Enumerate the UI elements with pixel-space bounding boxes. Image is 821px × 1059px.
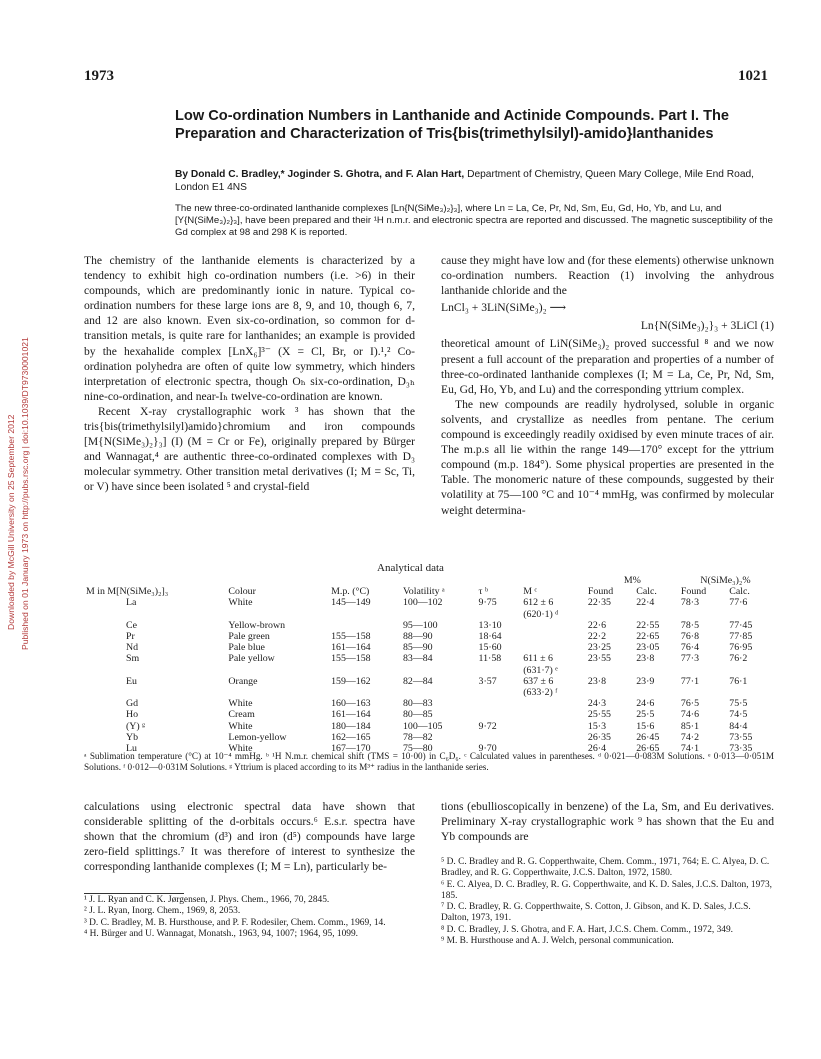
table-cell: Pale yellow [228,653,275,665]
reference-item: ³ D. C. Bradley, M. B. Hursthouse, and P. F. Rodesiler, Chem. Comm., 1969, 14. [84,917,386,928]
table-row [84,687,772,698]
paragraph-esr: calculations using electronic spectral data have shown that considerable splitting of the d-orbitals occurs.⁶ E.s.r. spectra have shown that the chromium (d³) and iron (d⁵) compounds have large zero-field splittings.⁷ It was therefore of interest to synthesize the corresponding lanthanide complexes (I; M = Ln), particularly be- [84,800,415,874]
table-cell [401,609,477,620]
table-cell: Nd [126,642,139,654]
table-cell: 22·4 [636,597,655,609]
table-cell: 75—80 [402,743,433,755]
abstract: The new three-co-ordinated lanthanide complexes [Ln{N(SiMe₃)₂}₃], where Ln = La, Ce, Pr, Nd, Sm, Eu, Gd, Ho, Yb, and Lu, and [Y{N(SiMe₃)₂}₃], have been prepared and their ¹H n.m.r. and electronic spectra are reported and discussed. The magnetic susceptibility of the Gd complex at 98 and 298 K is reported. [175,203,773,238]
table-cell: Orange [228,675,258,687]
journal-year: 1973 [84,68,114,84]
col-header: Colour [228,586,256,598]
reference-item: ⁴ H. Bürger and U. Wannagat, Monatsh., 1963, 94, 1007; 1964, 95, 1099. [84,928,359,939]
table-cell [401,687,477,698]
right-column-top [441,253,774,518]
table-cell: 23·05 [636,642,660,654]
metal-percent-header: M% [623,575,641,586]
table-cell: Sm [126,653,140,665]
table-cell [521,620,586,631]
table-cell: 15·60 [478,642,502,654]
table-row [84,597,772,608]
table-cell: 74·2 [680,731,700,743]
table-row [84,653,772,664]
table-cell: 73·35 [729,743,753,755]
table-cell [329,665,401,676]
table-cell: Yb [126,731,139,743]
table-footnotes: ᵃ Sublimation temperature (°C) at 10⁻⁴ mmHg. ᵇ ¹H N.m.r. chemical shift (TMS = 10·00) in C₆D₆. ᶜ Calculated values in parentheses. ᵈ 0·021—0·083M Solutions. ᵉ 0·013—0·051M Solutions. ᶠ 0·012—0·031M Solutions. ᵍ Yttrium is placed according to its M³⁺ radius in the lanthanide series. [84,751,774,772]
table-cell: 23·25 [587,642,611,654]
table-cell [84,609,226,620]
table-cell: 162—165 [331,731,371,743]
table-cell: 26·35 [587,731,611,743]
table-cell: 155—158 [331,631,371,643]
affiliation: Department of Chemistry, Queen Mary College, Mile End Road, London E1 4NS [175,169,754,193]
col-header: τ ᵇ [478,586,489,598]
table-cell: 78·3 [680,597,700,609]
table-cell [521,631,586,642]
table-cell: 159—162 [331,675,371,687]
table-cell [477,732,522,743]
table-cell: 22·65 [636,631,660,643]
table-cell [521,698,586,709]
table-cell [727,665,772,676]
table-cell: 76·8 [680,631,700,643]
table-cell [329,620,401,631]
table-cell: 161—164 [331,709,371,721]
table-cell: 22·35 [587,597,611,609]
table-cell: 25·55 [587,709,611,721]
table-row [84,609,772,620]
table-cell: 95—100 [402,619,438,631]
table-cell: 26·65 [636,743,660,755]
table-cell [679,665,727,676]
table-cell: 76·5 [680,698,700,710]
table-cell [586,609,634,620]
left-column-top [84,253,415,495]
table-cell: 88—90 [402,631,433,643]
table-cell: 3·57 [478,675,497,687]
table-cell: 77·45 [729,619,753,631]
ligand-percent-header: N(SiMe₃)₂% [700,575,751,586]
table-cell: 167—170 [331,743,371,755]
table-cell: 23·8 [636,653,655,665]
equation-reactants: LnCl₃ + 3LiN(SiMe₃)₂ ⟶ [441,301,567,315]
col-header: Volatility ᵃ [402,586,445,598]
reference-item: ² J. L. Ryan, Inorg. Chem., 1969, 8, 2053. [84,906,241,917]
table-cell [477,698,522,709]
table-cell: 76·95 [729,642,753,654]
table-cell: Pr [126,631,135,643]
table-cell: 84·4 [729,720,748,732]
table-cell: Ce [126,619,137,631]
table-cell [477,665,522,676]
table-cell: 85·1 [680,720,700,732]
table-cell: 9·75 [478,597,497,609]
table-row [84,642,772,653]
table-cell: La [126,597,137,609]
table-row [84,698,772,709]
reference-item: ⁷ D. C. Bradley, R. G. Copperthwaite, S. Cotton, J. Gibson, and K. D. Sales, J.C.S. Dalton, 1973, 191. [441,902,751,924]
equation-1 [441,300,774,333]
table-cell: 180—184 [331,720,371,732]
intro-paragraph: The chemistry of the lanthanide elements is characterized by a tendency to exhibit high co-ordination numbers (i.e. >6) in their compounds, which are predominantly ionic in nature. Typical co-ordination numbers for these large ions are 8, 9, and 10, though 6, 7, and 12 are also known. Even six-co-ordination, so common for d-transition metals, is quite rare for lanthanides; an example is provided by the hexahalide complex [LnX₆]³⁻ (X = Cl, Br, or I).¹,² Co-ordination polyhedra are often of quite low symmetry, which hinders interpretation of electronic spectra, though Oₕ six-co-ordination, D₃ₕ nine-co-ordination, and near-Iₕ twelve-co-ordination are known. [84,254,415,403]
table-cell: 22·2 [587,631,607,643]
table-cell: 18·64 [478,631,502,643]
table-cell: 77·6 [729,597,748,609]
table-cell [329,609,401,620]
table-cell: Ho [126,709,139,721]
table-cell: 76·4 [680,642,700,654]
table-cell: Lu [126,743,137,755]
table-cell [634,609,679,620]
table-cell: 637 ± 6 [523,675,554,687]
analytical-data-table [84,575,772,754]
right-column-bottom [441,799,774,844]
table-cell [521,721,586,732]
paragraph-xray: tions (ebullioscopically in benzene) of the La, Sm, and Eu derivatives. Preliminary X-ray crystallographic work ⁹ has shown that the Eu and Yb compounds are [441,800,774,844]
download-notice: Downloaded by McGill University on 25 September 2012 [6,414,16,630]
col-header: M.p. (°C) [331,586,370,598]
table-cell [521,642,586,653]
table-cell [84,687,226,698]
table-cell: (620·1) ᵈ [523,608,559,620]
table-row [84,620,772,631]
table-row [84,676,772,687]
col-header: Found [680,586,707,598]
table-cell [226,665,329,676]
table-header-row [84,586,772,597]
table-cell: 612 ± 6 [523,597,554,609]
references-right [441,857,774,947]
paragraph-synthesis: theoretical amount of LiN(SiMe₃)₂ proved successful ⁸ and we now present a full account of the preparation and properties of a number of three-co-ordinated lanthanide complexes (I; M = La, Ce, Pr, Nd, Sm, Eu, Gd, Ho, Yb, and Lu) and the corresponding yttrium complex. [441,337,774,396]
table-cell: 160—163 [331,698,371,710]
paragraph-properties: The new compounds are readily hydrolysed, soluble in organic solvents, and crystallize as needles from pentane. The cerium compound is exceedingly readily oxidised by even minute traces of air. The m.p.s all lie within the range 149—170° except for the yttrium compound (m.p. 184°). Some physical properties are presented in the Table. The monomeric nature of these compounds, suggested by their volatility at 75—100 °C and 10⁻⁴ mmHg, was confirmed by molecular weight determina- [441,397,774,517]
table-cell: 80—83 [402,698,433,710]
table-cell [329,687,401,698]
table-cell: 77·3 [680,653,700,665]
footnote-rule-left [84,893,184,894]
paragraph-crystallography: Recent X-ray crystallographic work ³ has shown that the tris{bis(trimethylsilyl)amido}chromium and iron compounds [M{N(SiMe₃)₂}₃] (I) (M = Cr or Fe), originally prepared by Bürger and Wannagat,⁴ are authentic three-co-ordinated complexes with D₃ molecular symmetry. Other transition metal derivatives (I; M = Sc, Ti, or V) have since been isolated ⁵ and crystal-field [84,404,415,494]
table-row [84,732,772,743]
table-cell: White [228,698,253,710]
table-cell: 22·6 [587,619,607,631]
table-cell [586,665,634,676]
page-number: 1021 [738,68,768,84]
equation-products: Ln{N(SiMe₃)₂}₃ + 3LiCl (1) [640,319,774,333]
table-cell: 24·3 [587,698,607,710]
table-cell: 76·1 [729,675,748,687]
table-cell [226,609,329,620]
table-cell: 15·6 [636,720,655,732]
table-cell: (631·7) ᵉ [523,664,558,676]
table-cell: 80—85 [402,709,433,721]
table-cell: 25·5 [636,709,655,721]
table-cell: 145—149 [331,597,371,609]
table-cell: 23·9 [636,675,655,687]
table-cell: 74·6 [680,709,700,721]
table-group-header [84,575,772,586]
left-column-bottom [84,799,415,874]
table-body [84,597,772,754]
download-watermark [0,210,40,660]
table-row [84,631,772,642]
reference-item: ⁸ D. C. Bradley, J. S. Ghotra, and F. A. Hart, J.C.S. Chem. Comm., 1972, 349. [441,924,734,935]
table-cell [727,609,772,620]
reference-item: ⁶ E. C. Alyea, D. C. Bradley, R. G. Copperthwaite, and K. D. Sales, J.C.S. Dalton, 1973, 185. [441,879,773,901]
table-cell [586,687,634,698]
table-cell [634,687,679,698]
table-cell: 161—164 [331,642,371,654]
table-cell [634,665,679,676]
col-header: M in M[N(SiMe₃)₂]₃ [86,586,169,598]
table-cell: 13·10 [478,619,502,631]
table-cell: 82—84 [402,675,433,687]
table-cell: Lemon-yellow [228,731,287,743]
table-cell [477,687,522,698]
table-cell: Pale blue [228,642,265,654]
table-cell: 611 ± 6 [523,653,553,665]
table-cell: 78—82 [402,731,433,743]
reference-item: ¹ J. L. Ryan and C. K. Jørgensen, J. Phys. Chem., 1966, 70, 2845. [84,895,330,905]
table-cell: 78·5 [680,619,700,631]
table-cell: 11·58 [478,653,502,665]
table-cell: 100—105 [402,720,443,732]
table-cell: Pale green [228,631,270,643]
table-row [84,721,772,732]
doi-link[interactable]: Published on 01 January 1973 on http://pubs.rsc.org | doi:10.1039/DT9730001021 [20,337,30,650]
table-cell: 100—102 [402,597,443,609]
author-block [175,169,775,194]
reference-item: ⁵ D. C. Bradley and R. G. Copperthwaite, Chem. Comm., 1971, 764; E. C. Alyea, D. C. Bradley, and R. G. Copperthwaite, J.C.S. Dalton, 1972, 1580. [441,857,770,879]
col-header: Calc. [729,586,750,598]
table-cell: 74·5 [729,709,748,721]
table-cell: (Y) ᵍ [126,720,146,732]
table-cell: 23·8 [587,675,607,687]
table-cell: 23·55 [587,653,611,665]
table-cell: 26·4 [587,743,607,755]
table-cell: 77·1 [680,675,700,687]
col-header: Found [587,586,614,598]
col-header: Calc. [636,586,657,598]
table-cell [679,609,727,620]
table-cell [521,709,586,720]
table-cell: White [228,597,253,609]
table-cell: 155—158 [331,653,371,665]
table-cell: 73·55 [729,731,753,743]
table-cell: 75·5 [729,698,748,710]
table-cell: White [228,743,253,755]
table-cell [477,609,522,620]
reference-item: ⁹ M. B. Hursthouse and A. J. Welch, personal communication. [441,936,674,947]
table-cell: Cream [228,709,255,721]
table-cell: 22·55 [636,619,660,631]
table-cell: Yellow-brown [228,619,286,631]
table-caption: Analytical data [377,562,444,574]
references-left [84,895,415,940]
table-cell: 76·2 [729,653,748,665]
table-row [84,709,772,720]
table-cell [401,665,477,676]
table-cell: 74·1 [680,743,700,755]
table-cell: 9·70 [478,743,497,755]
table-cell [84,665,226,676]
paragraph-continuation: cause they might have low and (for these elements) otherwise unknown co-ordination numbers. Reaction (1) involving the anhydrous lanthanide chloride and the [441,254,774,298]
table-cell [679,687,727,698]
table-cell [727,687,772,698]
table-cell [477,709,522,720]
table-cell: 26·45 [636,731,660,743]
table-cell: 24·6 [636,698,655,710]
table-cell: 77·85 [729,631,753,643]
table-cell: 9·72 [478,720,497,732]
col-header: M ᶜ [523,586,537,598]
table-cell: 83—84 [402,653,433,665]
table-cell: Gd [126,698,139,710]
table-cell: 15·3 [587,720,607,732]
table-cell: 85—90 [402,642,433,654]
table-cell [521,732,586,743]
author-names: By Donald C. Bradley,* Joginder S. Ghotra, and F. Alan Hart, [175,169,465,180]
table-cell: (633·2) ᶠ [523,687,558,699]
table-cell: White [228,720,253,732]
table-cell: Eu [126,675,137,687]
table-row [84,665,772,676]
article-title: Low Co-ordination Numbers in Lanthanide and Actinide Compounds. Part I. The Preparation and Characterization of Tris{bis(trimethylsilyl)-amido}lanthanides [175,108,730,142]
table-cell [226,687,329,698]
